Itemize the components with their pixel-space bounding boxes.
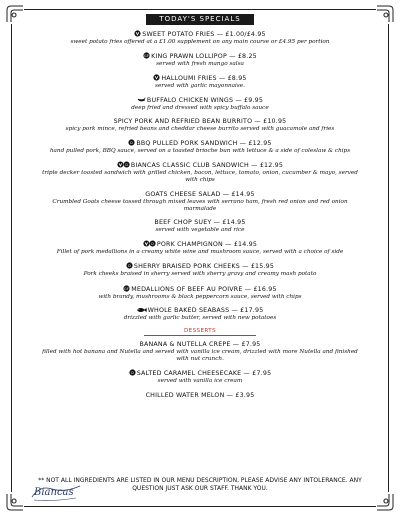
corner-ornament-icon (375, 492, 395, 512)
desserts-heading: DESSERTS (183, 328, 217, 335)
desserts-divider (144, 335, 256, 336)
svg-text:D: D (151, 242, 154, 247)
menu-item-name-price: BANANA & NUTELLA CREPE — £7.95 (139, 341, 261, 349)
menu-item (38, 52, 362, 68)
menu-item-name-price: BUFFALO CHICKEN WINGS — £9.95 (146, 96, 264, 104)
svg-text:D: D (125, 163, 128, 168)
vegetarian-icon (134, 30, 141, 37)
menu-item-title (38, 392, 362, 400)
menu-item-title (38, 219, 362, 227)
menu-item-title (38, 369, 362, 378)
desserts-list (38, 341, 362, 400)
corner-ornament-icon (375, 4, 395, 24)
menu-item-title (38, 52, 362, 61)
menu-item-title (38, 191, 362, 199)
menu-item-name-price: MEDALLIONS OF BEEF AU POIVRE — £16.95 (131, 285, 277, 293)
menu-item (38, 191, 362, 213)
menu-item-title (38, 97, 362, 105)
menu-item-title (38, 240, 362, 249)
menu-item-description: hand pulled pork, BBQ sauce, served on a toasted brioche bun with lettuce & a side of coleslaw & chips (49, 148, 351, 155)
menu-item-name-price: WHOLE BAKED SEABASS — £17.95 (147, 306, 264, 314)
menu-item-description: deep fried and dressed with spicy buffalo sauce (131, 104, 269, 111)
gluten-free-icon (123, 285, 130, 292)
menu-item-name-price: BBQ PULLED PORK SANDWICH — £12.95 (136, 140, 272, 148)
menu-item-title (38, 161, 362, 170)
menu-item (38, 262, 362, 278)
menu-item-description: served with garlic mayonnaise. (155, 83, 245, 90)
menu-item (38, 97, 362, 112)
menu-item (38, 30, 362, 46)
double-allergen-icon (143, 240, 156, 247)
vegetarian-icon (153, 74, 160, 81)
menu-item-title (38, 30, 362, 39)
menu-item-name-price: SALTED CARAMEL CHEESECAKE — £7.95 (136, 370, 272, 378)
svg-text:GF: GF (124, 286, 130, 291)
dairy-icon (129, 369, 136, 376)
menu-item (38, 139, 362, 155)
menu-item (38, 392, 362, 400)
logo-text: Biancas (34, 487, 74, 498)
gluten-free-icon (143, 52, 150, 59)
frame-bottom-border (24, 506, 376, 507)
menu-item-description: with brandy, mushrooms & black peppercorn sauce, served with chips (98, 293, 302, 300)
frame-right-border (388, 24, 389, 492)
menu-item-name-price: CHILLED WATER MELON — £3.95 (145, 391, 255, 399)
page-title: TODAY'S SPECIALS (146, 14, 254, 25)
menu-item-description: served with vanilla ice cream (157, 378, 243, 385)
menu-item-name-price: SPICY PORK AND REFRIED BEAN BURRITO — £10.95 (113, 117, 287, 125)
menu-item-description: Pork cheeks braised in sherry served with sherry gravy and creamy mash potato (83, 271, 317, 278)
menu-item-description: served with fresh mango salsa (156, 61, 244, 68)
svg-text:D: D (128, 264, 131, 269)
frame-top-border (24, 9, 376, 10)
menu-item-title (38, 262, 362, 271)
menu-item-description: triple decker toasted sandwich with grilled chicken, bacon, lettuce, tomato, onion, cucumber & mayo, served with chips (42, 170, 358, 184)
frame-left-border (11, 24, 12, 492)
chili-icon (137, 97, 146, 103)
menu-item-description: drizzled with garlic butter, served with new potatoes (123, 314, 277, 321)
menu-item-name-price: BEEF CHOP SUEY — £14.95 (154, 219, 246, 227)
menu-item (38, 118, 362, 133)
menu-item (38, 161, 362, 184)
dairy-icon (128, 139, 135, 146)
menu-item-description: served with vegetable and rice (155, 227, 245, 234)
allergen-notice: ** NOT ALL INGREDIENTS ARE LISTED IN OUR MENU DESCRIPTION, PLEASE ADVISE ANY INTOLERANCE. ANY QUESTION JUST ASK OUR STAFF. THANK YOU. (38, 477, 362, 492)
menu-item (38, 307, 362, 322)
menu-item-description: sweet potato fries offered at a £1.00 supplement on any main course or £4.95 per portion (70, 39, 330, 45)
menu-item-name-price: PORK CHAMPIGNON — £14.95 (156, 241, 258, 249)
brand-logo (30, 483, 82, 503)
corner-ornament-icon (5, 4, 25, 24)
menu-item-name-price: HALLOUMI FRIES — £8.95 (161, 75, 247, 83)
menu-item-title (38, 307, 362, 315)
menu-item-name-price: SHERRY BRAISED PORK CHEEKS — £15.95 (133, 263, 275, 271)
menu-item-description: filled with hot banana and Nutella and served with vanilla ice cream, drizzled with more Nutella and finished with nut crunch. (42, 349, 358, 363)
menu-list (38, 30, 362, 406)
menu-item-title (38, 74, 362, 83)
menu-item-description: Crumbled Goats cheese tossed through mixed leaves with serrano ham, fresh red onion and red onion marmalade (52, 198, 348, 212)
double-allergen-icon (117, 161, 130, 168)
menu-item (38, 285, 362, 301)
fish-icon (137, 307, 147, 313)
menu-item-name-price: KING PRAWN LOLLIPOP — £8.25 (151, 53, 257, 61)
menu-item (38, 74, 362, 90)
menu-item-name-price: BIANCAS CLASSIC CLUB SANDWICH — £12.95 (130, 162, 284, 170)
menu-item (38, 341, 362, 363)
menu-item-name-price: GOATS CHEESE SALAD — £14.95 (145, 190, 255, 198)
svg-text:D: D (130, 140, 134, 145)
menu-item-description: spicy pork mince, refried beans and cheddar cheese burrito served with guacamole and fries (65, 125, 335, 132)
svg-text:GF: GF (144, 54, 150, 59)
menu-item-title (38, 285, 362, 294)
menu-item (38, 369, 362, 385)
menu-item-title (38, 139, 362, 148)
svg-text:D: D (130, 371, 134, 376)
menu-item-title (38, 118, 362, 126)
menu-item-name-price: SWEET POTATO FRIES — £1.00/£4.95 (142, 31, 266, 38)
menu-item (38, 219, 362, 234)
specials-list (38, 30, 362, 322)
dairy-icon (126, 262, 133, 269)
menu-item (38, 240, 362, 256)
menu-item-title (38, 341, 362, 349)
menu-item-description: Fillet of pork medallions in a creamy white wine and mushroom sauce, served with a choice of side (56, 249, 344, 256)
corner-ornament-icon (5, 492, 25, 512)
